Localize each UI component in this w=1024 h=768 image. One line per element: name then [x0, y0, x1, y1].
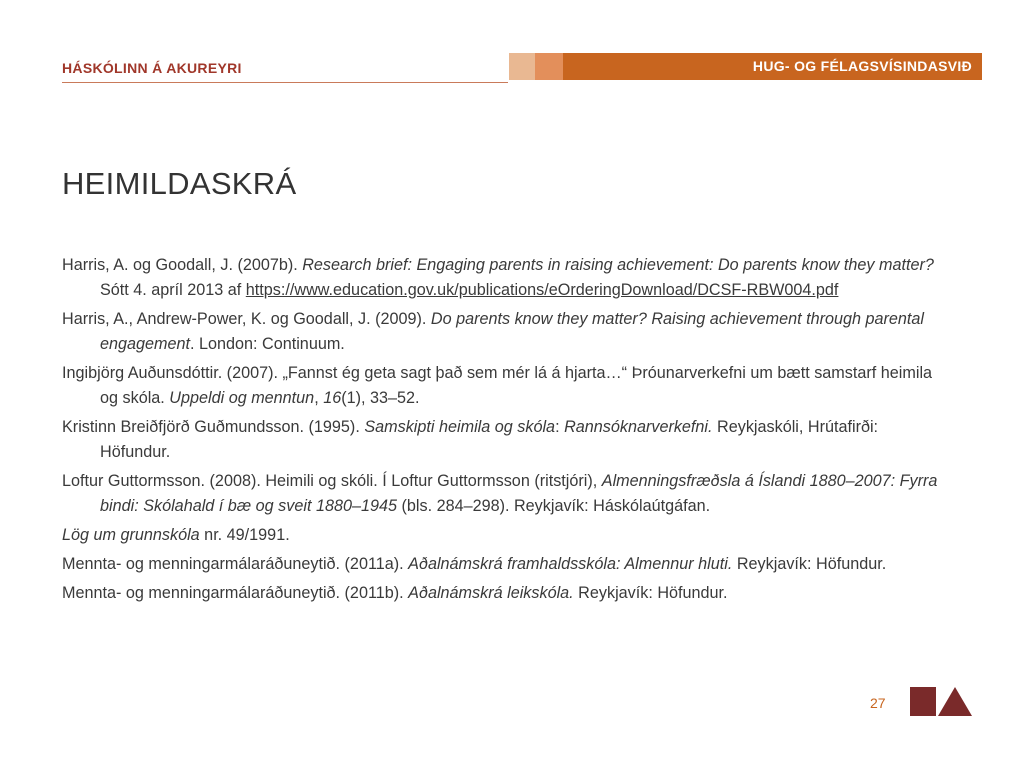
reference-item: Lög um grunnskóla nr. 49/1991. [62, 526, 290, 544]
reference-item: Kristinn Breiðfjörð Guðmundsson. (1995). Samskipti heimila og skóla: Rannsóknarverkefni. Reykjaskóli, Hrútafirði: Höfundur. [62, 418, 879, 461]
page-number: 27 [870, 695, 886, 711]
reference-item: Mennta- og menningarmálaráðuneytið. (2011a). Aðalnámskrá framhaldsskóla: Almennur hluti. Reykjavík: Höfundur. [62, 555, 887, 573]
reference-item: Ingibjörg Auðunsdóttir. (2007). „Fannst ég geta sagt það sem mér lá á hjarta…“ Þróunarverkefni um bætt samstarf heimila og skóla. Uppeldi og menntun, 16(1), 33–52. [62, 364, 933, 407]
reference-item: Mennta- og menningarmálaráðuneytið. (2011b). Aðalnámskrá leikskóla. Reykjavík: Höfundur. [62, 584, 728, 602]
logo-square-icon [910, 687, 936, 716]
header-band-light [509, 53, 535, 80]
logo-triangle-icon [938, 687, 972, 716]
department-name: HUG- OG FÉLAGSVÍSINDASVIÐ [752, 58, 972, 74]
reference-item: Loftur Guttormsson. (2008). Heimili og skóli. Í Loftur Guttormsson (ritstjóri), Almenningsfræðsla á Íslandi 1880–2007: Fyrra bindi: Skólahald í bæ og sveit 1880–1945 (bls. 284–298). Reykjavík: Háskólaútgáfan. [62, 472, 938, 515]
header-band-mid [535, 53, 563, 80]
university-name: HÁSKÓLINN Á AKUREYRI [62, 60, 242, 76]
reference-item: Harris, A., Andrew-Power, K. og Goodall, J. (2009). Do parents know they matter? Raising achievement through parental engagement. London: Continuum. [62, 310, 924, 353]
header-rule [62, 82, 508, 83]
reference-link[interactable]: https://www.education.gov.uk/publications/eOrderingDownload/DCSF-RBW004.pdf [245, 281, 839, 299]
reference-list [62, 253, 942, 610]
slide-title: HEIMILDASKRÁ [62, 166, 297, 201]
reference-item: Harris, A. og Goodall, J. (2007b). Research brief: Engaging parents in raising achievement: Do parents know they matter? Sótt 4. apríl 2013 af https://www.education.gov.uk/publications/eOrderingDownload/DCSF-RBW004.pdf [62, 256, 934, 299]
